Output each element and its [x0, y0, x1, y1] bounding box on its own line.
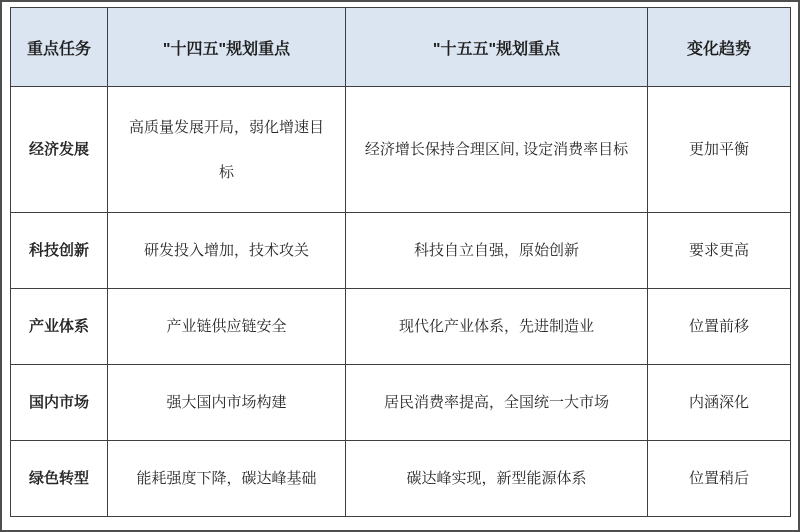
- trend-text: 更加平衡: [688, 141, 749, 159]
- plan14-text: 高质量发展开局，弱化增速目标: [128, 118, 324, 181]
- plan14-cell: [108, 87, 346, 213]
- plan15-cell: [346, 289, 648, 365]
- trend-text: 要求更高: [688, 242, 749, 260]
- plan15-cell: [346, 441, 648, 517]
- trend-text: 位置稍后: [688, 470, 749, 488]
- plan14-text: 产业链供应链安全: [166, 318, 287, 336]
- header-cell-plan15: "十五五"规划重点: [346, 8, 648, 87]
- plan14-text: 强大国内市场构建: [166, 394, 287, 412]
- table-row-green: [11, 441, 791, 517]
- plan15-text: 科技自立自强，原始创新: [413, 242, 579, 260]
- task-cell: [11, 289, 108, 365]
- trend-cell: [648, 213, 791, 289]
- task-cell: [11, 365, 108, 441]
- plan15-text: 居民消费率提高，全国统一大市场: [383, 394, 609, 412]
- trend-text: 位置前移: [688, 318, 749, 336]
- plan-comparison-table: [10, 7, 791, 517]
- task-label: 科技创新: [28, 242, 89, 260]
- trend-cell: [648, 87, 791, 213]
- plan15-text: 碳达峰实现，新型能源体系: [406, 470, 587, 488]
- plan15-text: 现代化产业体系，先进制造业: [398, 318, 594, 336]
- task-cell: [11, 441, 108, 517]
- task-label: 绿色转型: [28, 470, 89, 488]
- table-row-economy: [11, 87, 791, 213]
- plan15-cell: [346, 87, 648, 213]
- plan15-cell: [346, 213, 648, 289]
- header-cell-plan14: "十四五"规划重点: [108, 8, 346, 87]
- plan14-text: 研发投入增加，技术攻关: [143, 242, 309, 260]
- table-header-row: [11, 8, 791, 87]
- table-row-tech: [11, 213, 791, 289]
- plan14-cell: [108, 441, 346, 517]
- plan14-text: 能耗强度下降，碳达峰基础: [136, 470, 317, 488]
- plan14-cell: [108, 213, 346, 289]
- task-label: 国内市场: [28, 394, 89, 412]
- trend-cell: [648, 365, 791, 441]
- table-row-market: [11, 365, 791, 441]
- plan15-cell: [346, 365, 648, 441]
- trend-cell: [648, 289, 791, 365]
- task-label: 产业体系: [28, 318, 89, 336]
- plan14-cell: [108, 289, 346, 365]
- plan14-cell: [108, 365, 346, 441]
- trend-cell: [648, 441, 791, 517]
- trend-text: 内涵深化: [688, 394, 749, 412]
- plan15-text: 经济增长保持合理区间, 设定消费率目标: [364, 141, 629, 159]
- task-label: 经济发展: [28, 141, 89, 159]
- header-cell-trend: 变化趋势: [648, 8, 791, 87]
- task-cell: [11, 87, 108, 213]
- task-cell: [11, 213, 108, 289]
- table-row-industry: [11, 289, 791, 365]
- header-cell-task: 重点任务: [11, 8, 108, 87]
